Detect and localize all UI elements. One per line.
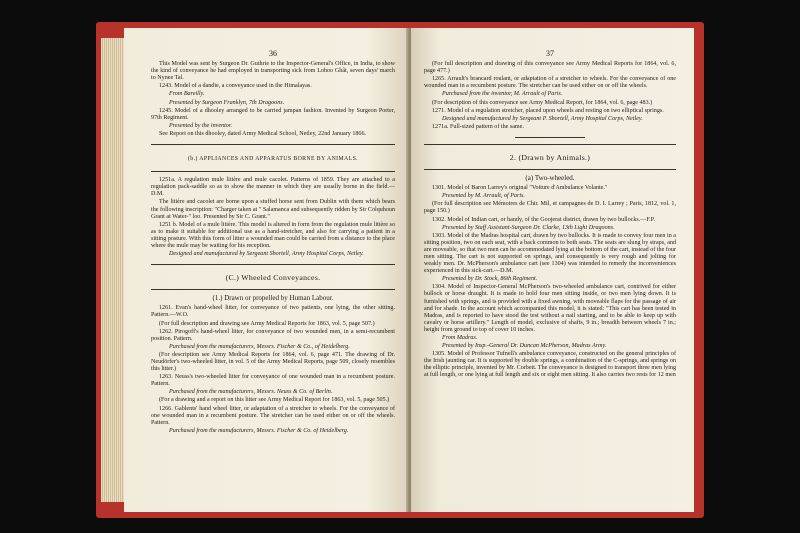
paragraph: Purchased from the manufacturers, Messrs. Neuss & Co. of Berlin.	[169, 389, 333, 396]
paragraph: Purchased from the manufacturers, Messrs. Fischer & Co. of Heidelberg.	[169, 427, 349, 434]
paragraph: Presented by Surgeon Franklyn, 7th Dragoons.	[169, 99, 285, 106]
paragraph: 1301. Model of Baron Larrey's original "Voiture d'Ambulance Volante."	[432, 185, 608, 192]
left-page	[124, 28, 409, 512]
paragraph: 1263. Neuss's two-wheeled litter for conveyance of one wounded man in a recumbent posture. Pattern.	[151, 374, 395, 388]
paragraph: Presented by M. Arrault, of Paris.	[442, 193, 525, 200]
paragraph: 1302. Model of Indian cart, or handy, of the Goojerat district, drawn by two bullocks.—F.P.	[432, 216, 656, 223]
section-box	[151, 264, 395, 290]
paragraph: The litière and cacolet are borne upon a stuffed horse sent from Dublin with them which bears the following inscription: "Charger taken at " Salamanca and subsequently ridden by Sir Colquhoun Grant at Water-" loo. Presented by Sir C. Grant."	[151, 199, 395, 220]
paragraph: Presented by Dr. Stock, 86th Regiment.	[442, 276, 538, 283]
paragraph: 1261. Evan's hand-wheel litter, for conveyance of two patients, one lying, the other sitting. Pattern.—W.O.	[151, 305, 395, 319]
paragraph: (For full description and drawing of this conveyance see Army Medical Reports for 1864, vol. 6, page 477.)	[424, 61, 676, 75]
paragraph: From Bareilly.	[169, 91, 205, 98]
left-page-text	[151, 50, 395, 436]
paragraph: From Madras.	[442, 335, 478, 341]
right-page	[411, 28, 694, 512]
right-page-text	[424, 50, 676, 381]
divider	[515, 137, 585, 138]
paragraph: This Model was sent by Surgeon Dr. Guthrie to the Inspector-General's Office, in India, to show the kind of conveyance he had employed in transporting sick from Lohoo Ghât, seven days' march to Nynee Tal.	[151, 61, 395, 82]
section-box	[424, 144, 676, 170]
section-heading: (b.) APPLIANCES AND APPARATUS BORNE BY ANIMALS.	[187, 156, 359, 163]
section-box	[151, 144, 395, 172]
paragraph: Presented by Insp.-General Dr. Duncan McPherson, Madras Army.	[442, 343, 607, 350]
paragraph: (For description see Army Medical Reports for 1864, vol. 6, page 471. The drawing of Dr. Neudörfer's two-wheeled litter, in vol. 5 of the Army Medical Reports, page 509, closely resembles this litter.)	[151, 351, 395, 373]
paragraph: 1245. Model of a dhooley arranged to be carried jampan fashion. Invented by Surgeon Porter, 97th Regiment.	[151, 107, 395, 121]
paragraph: (For description of this conveyance see Army Medical Report, for 1864, vol. 6, page 483.)	[432, 99, 653, 106]
paragraph: 1271. Model of a regulation stretcher, placed upon wheels and resting on two elliptical springs.	[432, 107, 664, 114]
paragraph: Presented by the inventor.	[169, 122, 233, 129]
paragraph: See Report on this dhooley, dated Army Medical School, Netley, 22nd January 1866.	[159, 130, 367, 137]
paragraph: Purchased from the manufacturers, Messrs. Fischer & Co., of Heidelberg.	[169, 343, 350, 350]
paragraph: 1262. Pirogoff's hand-wheel litter, for conveyance of two wounded men, in a semi-recumbent position. Pattern.	[151, 328, 395, 342]
paragraph: 1305. Model of Professor Tufnell's ambulance conveyance, constructed on the general principles of the Irish jaunting car. It is supported by double springs, a combination of the C-springs, and springs on the elliptic principle, invented by Mr. Corbett. The conveyance is designed to transport three men lying at full length, or one lying at full length and six or eight men sitting. It also carries two rests for 12 men	[424, 351, 676, 379]
paragraph: 1271a. Full-sized pattern of the same.	[432, 123, 524, 130]
paragraph: (For full description and drawing see Army Medical Reports for 1863, vol. 5, page 507.)	[159, 320, 375, 327]
open-book	[96, 22, 704, 518]
page-number: 37	[546, 49, 554, 58]
paragraph: (For a drawing and a report on this litter see Army Medical Report for 1863, vol. 5, page 505.)	[159, 397, 390, 404]
paragraph: Purchased from the inventor, M. Arrault of Paris.	[442, 91, 563, 98]
section-heading: 2. (Drawn by Animals.)	[509, 152, 591, 162]
paragraph: Presented by Staff Assistant-Surgeon Dr. Clarke, 13th Light Dragoons.	[442, 224, 615, 231]
paragraph: 1266. Gablents' hand wheel litter, or adaptation of a stretcher to wheels. For the conveyance of one wounded man in a recumbent posture. The stretcher can be used either on or off the wheels. Pattern.	[151, 405, 395, 426]
paragraph: 1251 b. Model of a mule litière. This model is altered in form from the regulation mule litière so as to make it suitable for additional use as a hand-stretcher, and also for carrying a patient in a sitting posture. With this form of litter a wounded man could be carried from a distance to the place where the mule may be waiting for his reception.	[151, 221, 395, 249]
subsection-heading: (a) Two-wheeled.	[525, 174, 575, 183]
paragraph: Designed and manufactured by Sergeant P. Shortell, Army Hospital Corps, Netley.	[442, 115, 643, 122]
subsection-heading: (1.) Drawn or propelled by Human Labour.	[212, 294, 334, 303]
paragraph: 1265. Arrault's brancard roulant, or adaptation of a stretcher to wheels. For the conveyance of one wounded man in a recumbent posture. The stretcher can be used either on or off the wheels.	[424, 76, 676, 90]
section-heading: (C.) Wheeled Conveyances.	[225, 273, 321, 283]
paragraph: Designed and manufactured by Sergeant Shortell, Army Hospital Corps, Netley.	[169, 251, 364, 258]
paragraph: 1303. Model of the Madras hospital cart, drawn by two bullocks. It is made to convey four men in a sitting position, two on each seat, with a back common to both seats. The seats are slung by straps, and are moveable, so that two men can be accommodated lying at the bottom of the cart, instead of the four men sitting. The cart is not supported on springs, and consequently is very rough and jolting for weakly men. Dr. McPherson's ambulance cart (see 1304) was intended to remedy the inconveniences experienced in this sick-cart.—D.M.	[424, 232, 676, 275]
paragraph: 1304. Model of Inspector-General McPherson's two-wheeled ambulance cart, contrived for either bullock or horse draught. It is made to hold four men sitting inside, or two men lying down. It is furnished with springs, and is provided with a fixed awning, with moveable flaps for the passage of air and for shade. In the account which accompanied this model, it is stated: "This cart has been tested in Madras, and is reported to have stood the test without a nail starting, and to be able to keep up with cavalry or horse artillery." Length of model, exclusive of shafts, 9 in.; breadth between wheels 7 in.; height from ground to top of cover 10 inches.	[424, 284, 676, 333]
page-number: 36	[269, 49, 277, 58]
paragraph: (For full description see Mémoires de Chir. Mil, et campagnes de D. I. Larrey ; Paris, 1812, vol. 1, page 150.)	[424, 201, 676, 215]
paragraph: 1251a. A regulation mule litière and mule cacolet. Patterns of 1859. They are attached to a regulation pack-saddle so as to show the manner in which they are usually borne in the field.—D.M.	[151, 177, 395, 198]
paragraph: 1243. Model of a dandie, a conveyance used in the Himalayas.	[159, 83, 312, 90]
